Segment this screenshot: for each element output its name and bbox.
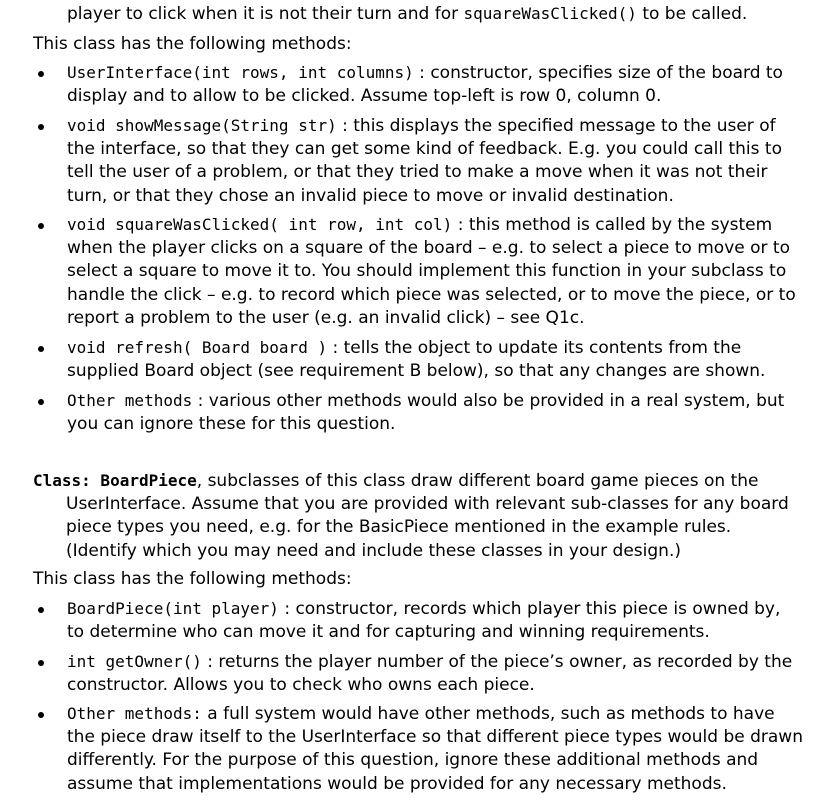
method-desc-line: : tells the object to update its contents from the xyxy=(327,338,742,358)
bullet-dot-icon xyxy=(38,223,44,229)
method-desc-line: : this method is called by the system xyxy=(452,215,773,235)
method-signature: Other methods xyxy=(67,391,193,410)
method-desc-line: supplied Board object (see requirement B below), so that any changes are shown. xyxy=(67,360,766,381)
method-signature: void refresh( Board board ) xyxy=(67,338,328,357)
bullet-dot-icon xyxy=(38,399,44,405)
ui-methods-intro: This class has the following methods: xyxy=(33,34,352,54)
method-desc-line: tell the user of a problem, or that they tried to make a move when it was not their xyxy=(67,162,768,182)
class-desc-line: , subclasses of this class draw different board game pieces on the xyxy=(196,471,759,491)
top-fragment-line xyxy=(67,2,747,27)
top-fragment-pre: player to click when it is not their turn and for xyxy=(67,4,464,24)
method-signature: int getOwner() xyxy=(67,652,202,671)
ui-method-text xyxy=(67,336,765,383)
class-desc-line: piece types you need, e.g. for the BasicPiece mentioned in the example rules. xyxy=(66,517,732,537)
method-desc-line: turn, or that they chose an invalid piece to move or invalid destination. xyxy=(67,185,674,206)
ui-method-text xyxy=(67,213,796,331)
method-signature: Other methods: xyxy=(67,704,202,723)
top-fragment-code: squareWasClicked() xyxy=(463,4,637,23)
bp-method-text xyxy=(67,702,803,796)
method-desc-line: : constructor, specifies size of the board to xyxy=(413,63,783,83)
ui-method-text xyxy=(67,61,783,108)
method-desc-line: assume that implementations would be provided for any necessary methods. xyxy=(67,773,727,794)
method-signature: void showMessage(String str) xyxy=(67,116,337,135)
bullet-dot-icon xyxy=(38,660,44,666)
method-signature: void squareWasClicked( int row, int col) xyxy=(67,215,453,234)
method-desc-line: a full system would have other methods, such as methods to have xyxy=(201,704,775,724)
bullet-dot-icon xyxy=(38,607,44,613)
bullet-dot-icon xyxy=(38,124,44,130)
method-desc-line: the interface, so that they can get some kind of feedback. E.g. you could call this to xyxy=(67,138,782,159)
method-desc-line: to determine who can move it and for capturing and winning requirements. xyxy=(67,621,710,642)
ui-method-text xyxy=(67,389,784,436)
boardpiece-class-description xyxy=(33,469,789,563)
class-desc-line: UserInterface. Assume that you are provided with relevant sub-classes for any board xyxy=(66,493,789,514)
method-desc-line: : this displays the specified message to the user of xyxy=(336,116,776,136)
bullet-dot-icon xyxy=(38,346,44,352)
bp-method-text xyxy=(67,597,780,644)
method-desc-line: : various other methods would also be provided in a real system, but xyxy=(192,391,785,411)
method-desc-line: display and to allow to be clicked. Assume top-left is row 0, column 0. xyxy=(67,85,662,106)
method-desc-line: select a square to move it to. You should implement this function in your subclass to xyxy=(67,261,787,281)
top-fragment-post: to be called. xyxy=(636,4,748,24)
bullet-dot-icon xyxy=(38,712,44,718)
method-desc-line: when the player clicks on a square of the board – e.g. to select a piece to move or to xyxy=(67,237,790,258)
method-desc-line: : constructor, records which player this piece is owned by, xyxy=(278,599,781,619)
method-desc-line: handle the click – e.g. to record which piece was selected, or to move the piece, or to xyxy=(67,284,796,305)
method-desc-line: : returns the player number of the piece’s owner, as recorded by the xyxy=(201,652,793,672)
method-desc-line: constructor. Allows you to check who owns each piece. xyxy=(67,674,535,695)
method-signature: BoardPiece(int player) xyxy=(67,599,279,618)
ui-method-text xyxy=(67,114,782,208)
bp-methods-intro: This class has the following methods: xyxy=(33,569,352,589)
method-signature: UserInterface(int rows, int columns) xyxy=(67,63,414,82)
method-desc-line: report a problem to the user (e.g. an invalid click) – see Q1c. xyxy=(67,308,585,328)
class-heading: Class: BoardPiece xyxy=(33,471,197,490)
bp-method-text xyxy=(67,650,792,697)
method-desc-line: differently. For the purpose of this question, ignore these additional methods and xyxy=(67,750,759,770)
method-desc-line: the piece draw itself to the UserInterface so that different piece types would be drawn xyxy=(67,726,803,747)
method-desc-line: you can ignore these for this question. xyxy=(67,413,396,434)
class-desc-line: (Identify which you may need and include these classes in your design.) xyxy=(66,540,681,561)
bullet-dot-icon xyxy=(38,71,44,77)
